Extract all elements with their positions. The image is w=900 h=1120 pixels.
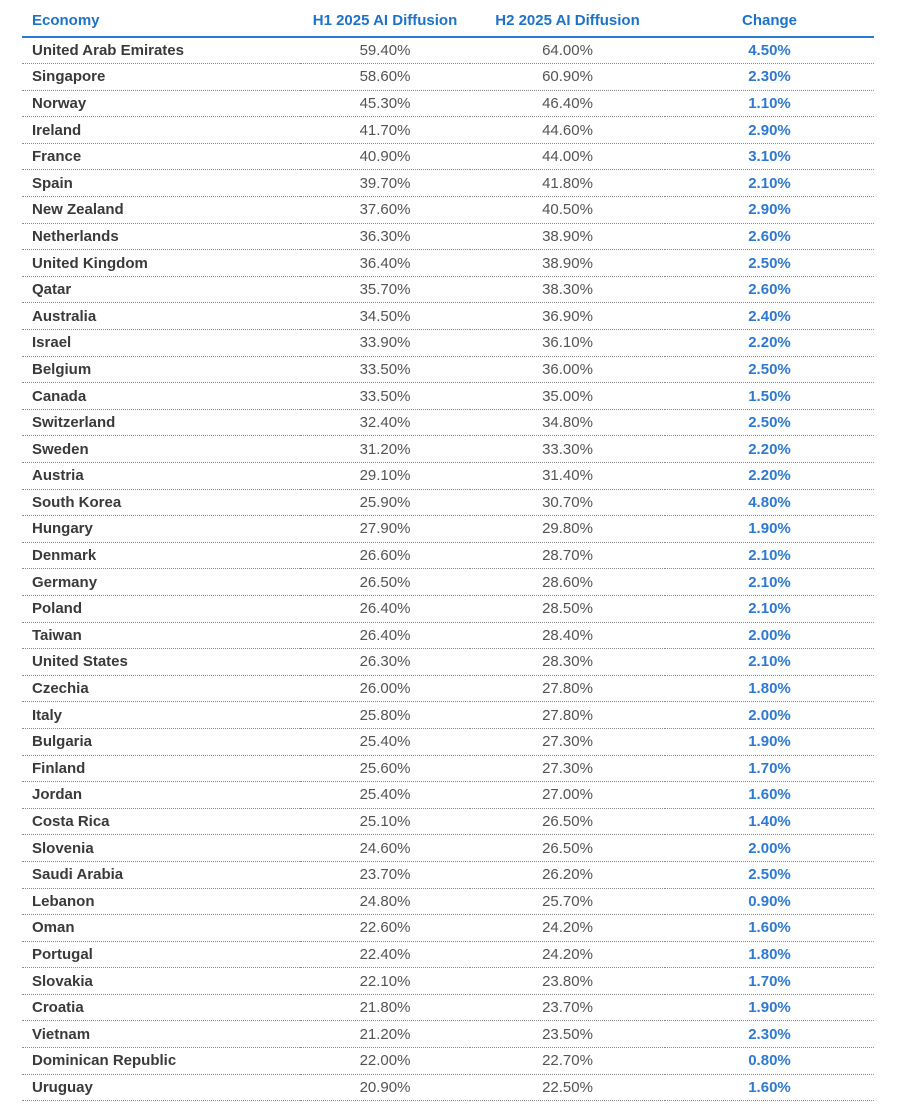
table-body <box>22 37 874 1101</box>
economy-cell: Ireland <box>22 117 300 144</box>
h2-diffusion-cell: 27.30% <box>470 755 665 782</box>
table-row <box>22 197 874 224</box>
change-cell: 2.10% <box>665 569 874 596</box>
h1-diffusion-cell: 26.00% <box>300 675 470 702</box>
h2-diffusion-cell: 28.30% <box>470 649 665 676</box>
h2-diffusion-cell: 26.50% <box>470 835 665 862</box>
change-cell: 1.90% <box>665 994 874 1021</box>
h1-diffusion-cell: 36.30% <box>300 223 470 250</box>
economy-cell: Austria <box>22 463 300 490</box>
table-row <box>22 622 874 649</box>
h1-diffusion-cell: 22.40% <box>300 941 470 968</box>
column-header-economy: Economy <box>22 6 300 37</box>
table-row <box>22 436 874 463</box>
h2-diffusion-cell: 35.00% <box>470 383 665 410</box>
change-cell: 2.60% <box>665 276 874 303</box>
ai-diffusion-table <box>22 6 874 1101</box>
h2-diffusion-cell: 28.60% <box>470 569 665 596</box>
table-row <box>22 463 874 490</box>
table-row <box>22 888 874 915</box>
h1-diffusion-cell: 58.60% <box>300 64 470 91</box>
economy-cell: Vietnam <box>22 1021 300 1048</box>
table-row <box>22 409 874 436</box>
economy-cell: United Kingdom <box>22 250 300 277</box>
h1-diffusion-cell: 27.90% <box>300 516 470 543</box>
h1-diffusion-cell: 25.80% <box>300 702 470 729</box>
change-cell: 2.00% <box>665 622 874 649</box>
economy-cell: Netherlands <box>22 223 300 250</box>
table-row <box>22 1021 874 1048</box>
h2-diffusion-cell: 36.00% <box>470 356 665 383</box>
economy-cell: United Arab Emirates <box>22 37 300 64</box>
change-cell: 2.20% <box>665 436 874 463</box>
h1-diffusion-cell: 41.70% <box>300 117 470 144</box>
change-cell: 2.50% <box>665 861 874 888</box>
economy-cell: France <box>22 143 300 170</box>
table-row <box>22 90 874 117</box>
h2-diffusion-cell: 22.50% <box>470 1074 665 1101</box>
change-cell: 0.90% <box>665 888 874 915</box>
change-cell: 2.10% <box>665 170 874 197</box>
h2-diffusion-cell: 23.50% <box>470 1021 665 1048</box>
change-cell: 2.10% <box>665 542 874 569</box>
change-cell: 2.90% <box>665 117 874 144</box>
h1-diffusion-cell: 26.30% <box>300 649 470 676</box>
economy-cell: Sweden <box>22 436 300 463</box>
table-row <box>22 1048 874 1075</box>
h2-diffusion-cell: 38.90% <box>470 223 665 250</box>
table-row <box>22 542 874 569</box>
h2-diffusion-cell: 44.00% <box>470 143 665 170</box>
economy-cell: Croatia <box>22 994 300 1021</box>
change-cell: 4.50% <box>665 37 874 64</box>
change-cell: 1.90% <box>665 728 874 755</box>
h2-diffusion-cell: 23.80% <box>470 968 665 995</box>
economy-cell: Italy <box>22 702 300 729</box>
table-row <box>22 143 874 170</box>
economy-cell: Finland <box>22 755 300 782</box>
h1-diffusion-cell: 36.40% <box>300 250 470 277</box>
economy-cell: Hungary <box>22 516 300 543</box>
table-row <box>22 835 874 862</box>
h1-diffusion-cell: 40.90% <box>300 143 470 170</box>
table-row <box>22 356 874 383</box>
h2-diffusion-cell: 28.70% <box>470 542 665 569</box>
h1-diffusion-cell: 31.20% <box>300 436 470 463</box>
change-cell: 2.50% <box>665 250 874 277</box>
change-cell: 2.90% <box>665 197 874 224</box>
economy-cell: Spain <box>22 170 300 197</box>
h1-diffusion-cell: 25.10% <box>300 808 470 835</box>
h2-diffusion-cell: 27.00% <box>470 782 665 809</box>
change-cell: 1.40% <box>665 808 874 835</box>
h1-diffusion-cell: 39.70% <box>300 170 470 197</box>
table-row <box>22 276 874 303</box>
table-row <box>22 915 874 942</box>
h1-diffusion-cell: 25.40% <box>300 728 470 755</box>
table-row <box>22 489 874 516</box>
table-row <box>22 330 874 357</box>
economy-cell: Slovenia <box>22 835 300 862</box>
column-header-change: Change <box>665 6 874 37</box>
h2-diffusion-cell: 44.60% <box>470 117 665 144</box>
table-row <box>22 941 874 968</box>
change-cell: 0.80% <box>665 1048 874 1075</box>
economy-cell: Canada <box>22 383 300 410</box>
economy-cell: Poland <box>22 595 300 622</box>
economy-cell: United States <box>22 649 300 676</box>
economy-cell: Dominican Republic <box>22 1048 300 1075</box>
h2-diffusion-cell: 33.30% <box>470 436 665 463</box>
h1-diffusion-cell: 33.90% <box>300 330 470 357</box>
h1-diffusion-cell: 21.20% <box>300 1021 470 1048</box>
economy-cell: Slovakia <box>22 968 300 995</box>
table-row <box>22 649 874 676</box>
economy-cell: Israel <box>22 330 300 357</box>
table-row <box>22 595 874 622</box>
table-row <box>22 702 874 729</box>
h1-diffusion-cell: 26.40% <box>300 595 470 622</box>
change-cell: 1.50% <box>665 383 874 410</box>
h2-diffusion-cell: 64.00% <box>470 37 665 64</box>
change-cell: 2.20% <box>665 463 874 490</box>
table-header <box>22 6 874 37</box>
h2-diffusion-cell: 27.80% <box>470 702 665 729</box>
h2-diffusion-cell: 22.70% <box>470 1048 665 1075</box>
table-row <box>22 755 874 782</box>
table-row <box>22 303 874 330</box>
h1-diffusion-cell: 22.10% <box>300 968 470 995</box>
table-row <box>22 64 874 91</box>
economy-cell: Costa Rica <box>22 808 300 835</box>
change-cell: 1.70% <box>665 755 874 782</box>
h1-diffusion-cell: 24.80% <box>300 888 470 915</box>
table-row <box>22 516 874 543</box>
table-row <box>22 37 874 64</box>
h2-diffusion-cell: 36.90% <box>470 303 665 330</box>
h1-diffusion-cell: 26.50% <box>300 569 470 596</box>
economy-cell: Oman <box>22 915 300 942</box>
economy-cell: Denmark <box>22 542 300 569</box>
h2-diffusion-cell: 46.40% <box>470 90 665 117</box>
change-cell: 1.10% <box>665 90 874 117</box>
h2-diffusion-cell: 29.80% <box>470 516 665 543</box>
h1-diffusion-cell: 23.70% <box>300 861 470 888</box>
h1-diffusion-cell: 22.00% <box>300 1048 470 1075</box>
economy-cell: Singapore <box>22 64 300 91</box>
h1-diffusion-cell: 24.60% <box>300 835 470 862</box>
change-cell: 4.80% <box>665 489 874 516</box>
h2-diffusion-cell: 31.40% <box>470 463 665 490</box>
h2-diffusion-cell: 30.70% <box>470 489 665 516</box>
h2-diffusion-cell: 38.30% <box>470 276 665 303</box>
economy-cell: Czechia <box>22 675 300 702</box>
h1-diffusion-cell: 37.60% <box>300 197 470 224</box>
h1-diffusion-cell: 34.50% <box>300 303 470 330</box>
table-row <box>22 968 874 995</box>
h2-diffusion-cell: 24.20% <box>470 941 665 968</box>
change-cell: 2.00% <box>665 702 874 729</box>
table-row <box>22 117 874 144</box>
h2-diffusion-cell: 38.90% <box>470 250 665 277</box>
economy-cell: Portugal <box>22 941 300 968</box>
h2-diffusion-cell: 28.50% <box>470 595 665 622</box>
change-cell: 1.90% <box>665 516 874 543</box>
economy-cell: Belgium <box>22 356 300 383</box>
h1-diffusion-cell: 26.60% <box>300 542 470 569</box>
table-row <box>22 808 874 835</box>
h2-diffusion-cell: 27.80% <box>470 675 665 702</box>
h2-diffusion-cell: 36.10% <box>470 330 665 357</box>
h1-diffusion-cell: 21.80% <box>300 994 470 1021</box>
table-row <box>22 170 874 197</box>
h1-diffusion-cell: 59.40% <box>300 37 470 64</box>
change-cell: 1.60% <box>665 782 874 809</box>
h1-diffusion-cell: 33.50% <box>300 356 470 383</box>
change-cell: 2.50% <box>665 409 874 436</box>
change-cell: 2.20% <box>665 330 874 357</box>
economy-cell: Australia <box>22 303 300 330</box>
h2-diffusion-cell: 28.40% <box>470 622 665 649</box>
economy-cell: Taiwan <box>22 622 300 649</box>
h2-diffusion-cell: 26.20% <box>470 861 665 888</box>
header-row <box>22 6 874 37</box>
h2-diffusion-cell: 41.80% <box>470 170 665 197</box>
h1-diffusion-cell: 25.40% <box>300 782 470 809</box>
table-row <box>22 1074 874 1101</box>
economy-cell: Bulgaria <box>22 728 300 755</box>
table-row <box>22 728 874 755</box>
table-row <box>22 569 874 596</box>
change-cell: 3.10% <box>665 143 874 170</box>
economy-cell: Uruguay <box>22 1074 300 1101</box>
change-cell: 2.30% <box>665 1021 874 1048</box>
change-cell: 2.60% <box>665 223 874 250</box>
h1-diffusion-cell: 33.50% <box>300 383 470 410</box>
h2-diffusion-cell: 23.70% <box>470 994 665 1021</box>
h1-diffusion-cell: 25.60% <box>300 755 470 782</box>
h1-diffusion-cell: 45.30% <box>300 90 470 117</box>
economy-cell: South Korea <box>22 489 300 516</box>
change-cell: 2.30% <box>665 64 874 91</box>
h2-diffusion-cell: 34.80% <box>470 409 665 436</box>
h1-diffusion-cell: 26.40% <box>300 622 470 649</box>
h2-diffusion-cell: 25.70% <box>470 888 665 915</box>
change-cell: 2.10% <box>665 595 874 622</box>
column-header-h2-2025-ai-diffusion: H2 2025 AI Diffusion <box>470 6 665 37</box>
h2-diffusion-cell: 27.30% <box>470 728 665 755</box>
economy-cell: Switzerland <box>22 409 300 436</box>
table-row <box>22 223 874 250</box>
change-cell: 1.70% <box>665 968 874 995</box>
table-row <box>22 250 874 277</box>
table-row <box>22 782 874 809</box>
h2-diffusion-cell: 26.50% <box>470 808 665 835</box>
change-cell: 2.40% <box>665 303 874 330</box>
h2-diffusion-cell: 60.90% <box>470 64 665 91</box>
column-header-h1-2025-ai-diffusion: H1 2025 AI Diffusion <box>300 6 470 37</box>
h1-diffusion-cell: 22.60% <box>300 915 470 942</box>
h1-diffusion-cell: 25.90% <box>300 489 470 516</box>
economy-cell: Lebanon <box>22 888 300 915</box>
economy-cell: Saudi Arabia <box>22 861 300 888</box>
change-cell: 1.60% <box>665 915 874 942</box>
change-cell: 1.60% <box>665 1074 874 1101</box>
table-row <box>22 383 874 410</box>
change-cell: 2.50% <box>665 356 874 383</box>
h1-diffusion-cell: 20.90% <box>300 1074 470 1101</box>
h2-diffusion-cell: 40.50% <box>470 197 665 224</box>
h1-diffusion-cell: 29.10% <box>300 463 470 490</box>
table-row <box>22 861 874 888</box>
h2-diffusion-cell: 24.20% <box>470 915 665 942</box>
table-row <box>22 994 874 1021</box>
h1-diffusion-cell: 35.70% <box>300 276 470 303</box>
economy-cell: Germany <box>22 569 300 596</box>
economy-cell: Qatar <box>22 276 300 303</box>
change-cell: 2.10% <box>665 649 874 676</box>
economy-cell: Jordan <box>22 782 300 809</box>
change-cell: 1.80% <box>665 675 874 702</box>
economy-cell: New Zealand <box>22 197 300 224</box>
change-cell: 2.00% <box>665 835 874 862</box>
table-row <box>22 675 874 702</box>
h1-diffusion-cell: 32.40% <box>300 409 470 436</box>
economy-cell: Norway <box>22 90 300 117</box>
change-cell: 1.80% <box>665 941 874 968</box>
